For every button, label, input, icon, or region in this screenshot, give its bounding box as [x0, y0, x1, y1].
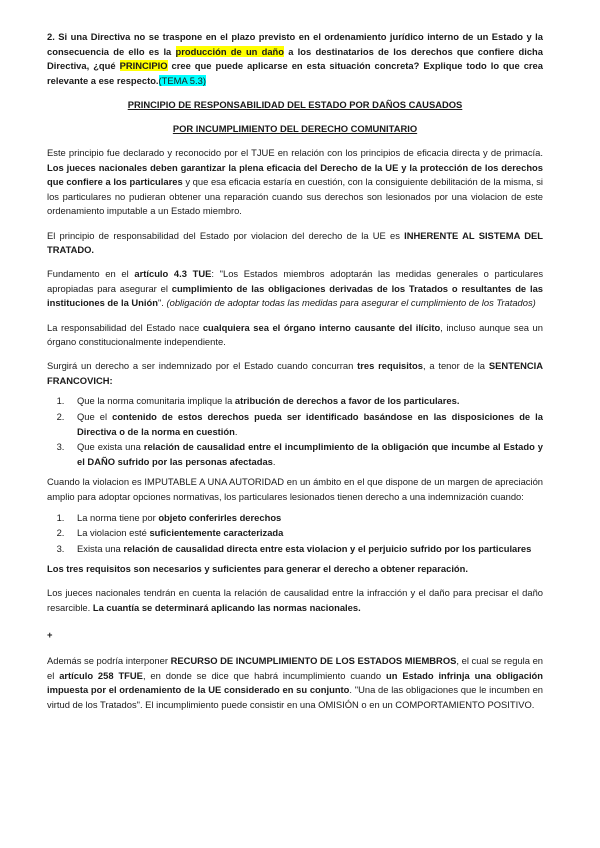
list-item: 1. La norma tiene por objeto conferirles derechos [67, 511, 543, 526]
paragraph-origen: Este principio fue declarado y reconocido por el TJUE en relación con los principios de eficacia directa y de primacía. Los jueces nacionales deben garantizar la plena eficacia del Derecho de la UE y la protección de los derechos que confiere a los particulares y que esa eficacia estaría en cuestión, con la consiguiente debilitación de la misma, si los particulares no pudieran obtener una reparación cuando sus derechos son lesionados por una violacion de este ordenamiento imputable a un Estado miembro. [47, 147, 544, 217]
paragraph-recurso: Además se podría interponer RECURSO DE INCUMPLIMIENTO DE LOS ESTADOS MIEMBROS, el cual se regula en el artículo 258 TFUE, en donde se dice que habrá incumplimiento cuando un Estado infrinja una obligación impuesta por el ordenamiento de la UE considerado en su conjunto. "Una de las obligaciones que le incumben en virtud de los Tratados". El incumplimiento puede consistir en una OMISIÓN o en un COMPORTAMIENTO POSITIVO. [47, 655, 544, 710]
section-title-line-1: PRINCIPIO DE RESPONSABILIDAD DEL ESTADO POR DAÑOS CAUSADOS [127, 98, 463, 110]
tema-reference: (TEMA 5.3) [158, 74, 206, 86]
paragraph-autoridad: Cuando la violacion es IMPUTABLE A UNA AUTORIDAD en un ámbito en el que dispone de un margen de apreciación amplio para adoptar opciones normativas, los particulares lesionados tienen derecho a una indemnización cuando: [47, 476, 543, 502]
paragraph-requisitos: Surgirá un derecho a ser indemnizado por el Estado cuando concurran tres requisitos, a tenor de la SENTENCIA FRANCOVICH: [47, 360, 543, 386]
paragraph-jueces: Los jueces nacionales tendrán en cuenta la relación de causalidad entre la infracción y el daño para precisar el daño resarcible. La cuantía se determinará aplicando las normas nacionales. [47, 587, 543, 613]
francovich-requirements-list [47, 394, 543, 469]
paragraph-organo: La responsabilidad del Estado nace cualquiera sea el órgano interno causante del ilícito, incluso aunque sea un órgano constitucionalmente independiente. [47, 321, 543, 348]
highlight-dano: producción de un daño [175, 45, 285, 57]
list-item: 2. La violacion esté suficientemente caracterizada [67, 526, 543, 541]
exam-question: 2. Si una Directiva no se traspone en el plazo previsto en el ordenamiento jurídico interno de un Estado y la consecuencia de ello es la producción de un daño a los destinatarios de los derechos que confiere dicha Directiva, ¿qué PRINCIPIO cree que puede aplicarse en esta situación concreta? Explique todo lo que crea relevante a ese respecto.(TEMA 5.3) [47, 31, 543, 86]
plus-sign: + [47, 628, 53, 640]
question-number: 2. [47, 31, 55, 42]
list-item: 1. Que la norma comunitaria implique la atribución de derechos a favor de los particulares. [67, 394, 543, 409]
section-title-line-2: POR INCUMPLIMIENTO DEL DERECHO COMUNITARIO [172, 122, 418, 134]
indemnizacion-conditions-list [47, 511, 543, 557]
list-item: 3. Que exista una relación de causalidad entre el incumplimiento de la obligación que incumbe al Estado y el DAÑO sufrido por las personas afectadas. [67, 440, 543, 469]
paragraph-necesarios: Los tres requisitos son necesarios y suficientes para generar el derecho a obtener reparación. [47, 563, 468, 575]
highlight-principio: PRINCIPIO [119, 60, 168, 72]
paragraph-fundamento: Fundamento en el artículo 4.3 TUE: "Los Estados miembros adoptarán las medidas generales o particulares apropiadas para asegurar el cumplimiento de las obligaciones derivadas de los Tratados o resultantes de las instituciones de la Unión". (obligación de adoptar todas las medidas para asegurar el cumplimiento de los Tratados) [47, 268, 544, 309]
list-item: 2. Que el contenido de estos derechos pueda ser identificado basándose en las disposiciones de la Directiva o de la norma en cuestión. [67, 410, 543, 439]
list-item: 3. Exista una relación de causalidad directa entre esta violacion y el perjuicio sufrido por los particulares [67, 542, 543, 557]
paragraph-inherente: El principio de responsabilidad del Estado por violacion del derecho de la UE es INHERENTE AL SISTEMA DEL TRATADO. [47, 229, 543, 256]
